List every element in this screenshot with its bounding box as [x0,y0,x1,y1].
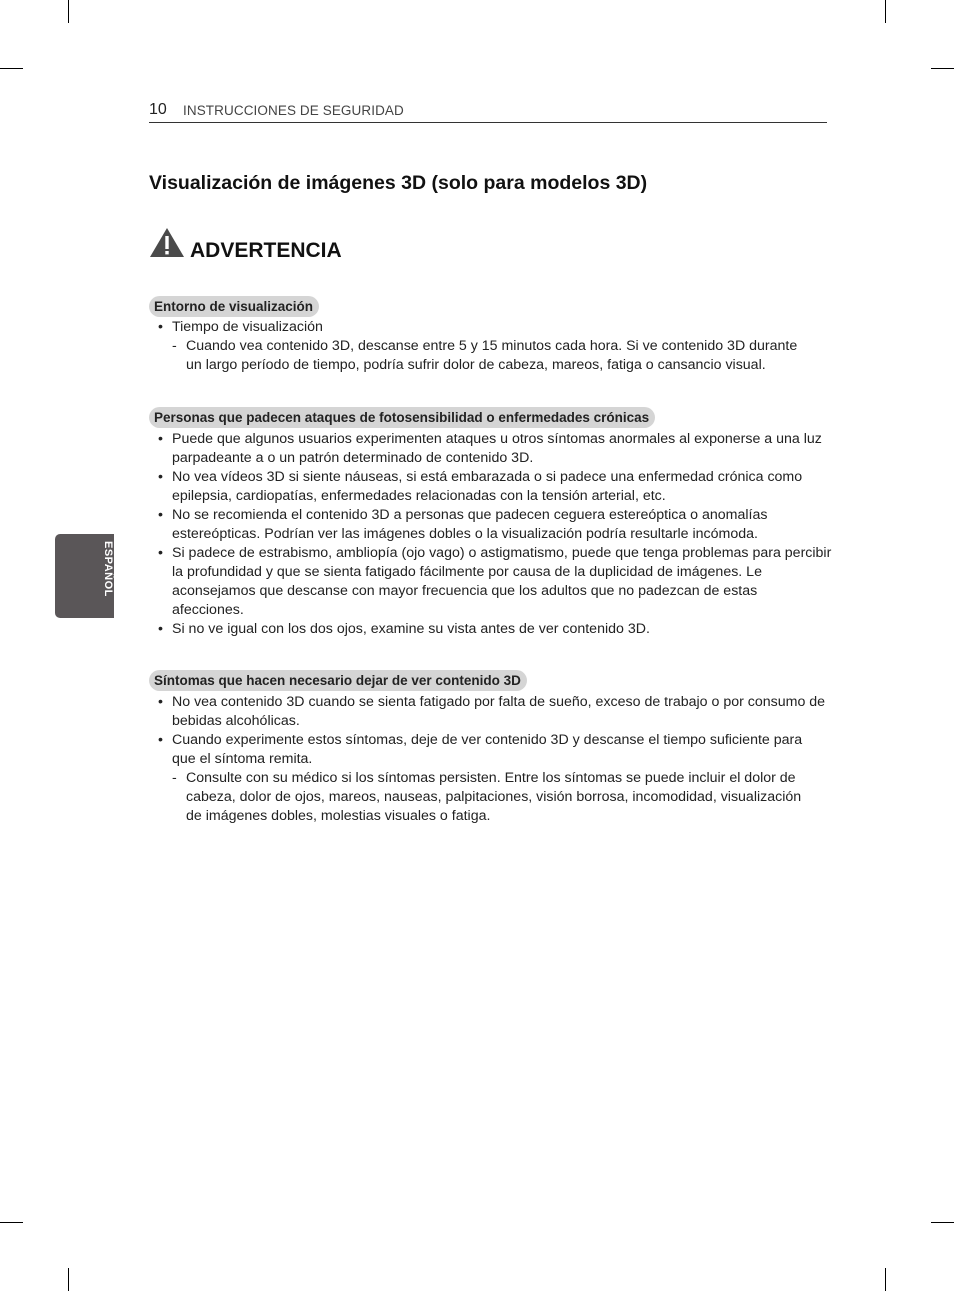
section-body [149,693,834,826]
warning-label: ADVERTENCIA [190,239,342,262]
page-title: Visualización de imágenes 3D (solo para modelos 3D) [149,172,648,194]
bullet: • [158,469,163,485]
bullet: • [158,732,163,748]
bullet: • [158,431,163,447]
sub-item-text: Cuando vea contenido 3D, descanse entre 5 y 15 minutos cada hora. Si ve contenido 3D durante un largo período de tiempo, podría sufrir dolor de cabeza, mareos, fatiga o cansancio visual. [186,338,798,373]
crop-mark [931,1222,954,1223]
list-item-text: Cuando experimente estos síntomas, deje de ver contenido 3D y descanse el tiempo suficiente para que el síntoma remita. [172,732,803,767]
sub-item [149,337,816,375]
running-section-title: INSTRUCCIONES DE SEGURIDAD [183,103,404,118]
list-item-text: No vea vídeos 3D si siente náuseas, si está embarazada o si padece una enfermedad crónica como epilepsia, cardiopatías, enfermedades relacionadas con la tensión arterial, etc. [172,469,803,504]
section-body [149,430,834,639]
bullet: • [158,319,163,335]
crop-mark [885,0,886,23]
list-item-text: Puede que algunos usuarios experimenten ataques u otros síntomas anormales al exponerse a una luz parpadeante a o un patrón determinado de contenido 3D. [172,431,822,466]
list-item [149,430,837,468]
dash: - [172,338,177,354]
list-item-text: No vea contenido 3D cuando se sienta fatigado por falta de sueño, exceso de trabajo o por consumo de bebidas alcohólicas. [172,694,826,729]
crop-mark [68,0,69,23]
list-item [149,620,834,639]
section-heading: Síntomas que hacen necesario dejar de ver contenido 3D [149,670,527,691]
page-header [149,100,827,123]
page-number: 10 [149,101,167,118]
crop-mark [0,1222,23,1223]
bullet: • [158,545,163,561]
crop-mark [931,68,954,69]
language-tab [55,534,114,618]
list-item [149,731,812,769]
sub-item-text: Consulte con su médico si los síntomas persisten. Entre los síntomas se puede incluir el dolor de cabeza, dolor de ojos, mareos, nauseas, palpitaciones, visión borrosa, incomodidad, visualización de imágenes dobles, molestias visuales o fatiga. [186,770,802,824]
list-item [149,506,812,544]
section-heading: Entorno de visualización [149,296,319,317]
list-item-text: No se recomienda el contenido 3D a personas que padecen ceguera estereóptica o anomalías estereópticas. Podrían ver las imágenes dobles o la visualización podría resultarle incómoda. [172,507,768,542]
list-item [149,468,837,506]
section-body [149,318,834,375]
language-tab-label: ESPAÑOL [102,541,114,597]
list-item-text: Tiempo de visualización [172,319,323,335]
section-heading: Personas que padecen ataques de fotosensibilidad o enfermedades crónicas [149,407,655,428]
crop-mark [68,1268,69,1291]
crop-mark [885,1268,886,1291]
bullet: • [158,507,163,523]
warning-triangle-icon [149,227,185,258]
bullet: • [158,621,163,637]
list-item-text: Si no ve igual con los dos ojos, examine su vista antes de ver contenido 3D. [172,621,650,637]
bullet: • [158,694,163,710]
list-item-text: Si padece de estrabismo, ambliopía (ojo vago) o astigmatismo, puede que tenga problemas para percibir la profundidad y que se sienta fatigado fácilmente por causa de la duplicidad de imágenes. Le aconsejamos que descanse con mayor frecuencia que los adultos que no padezcan de estas afecciones. [172,545,832,618]
dash: - [172,770,177,786]
list-item [149,693,834,731]
sub-item [149,769,816,826]
list-item [149,544,832,620]
list-item [149,318,834,337]
crop-mark [0,68,23,69]
